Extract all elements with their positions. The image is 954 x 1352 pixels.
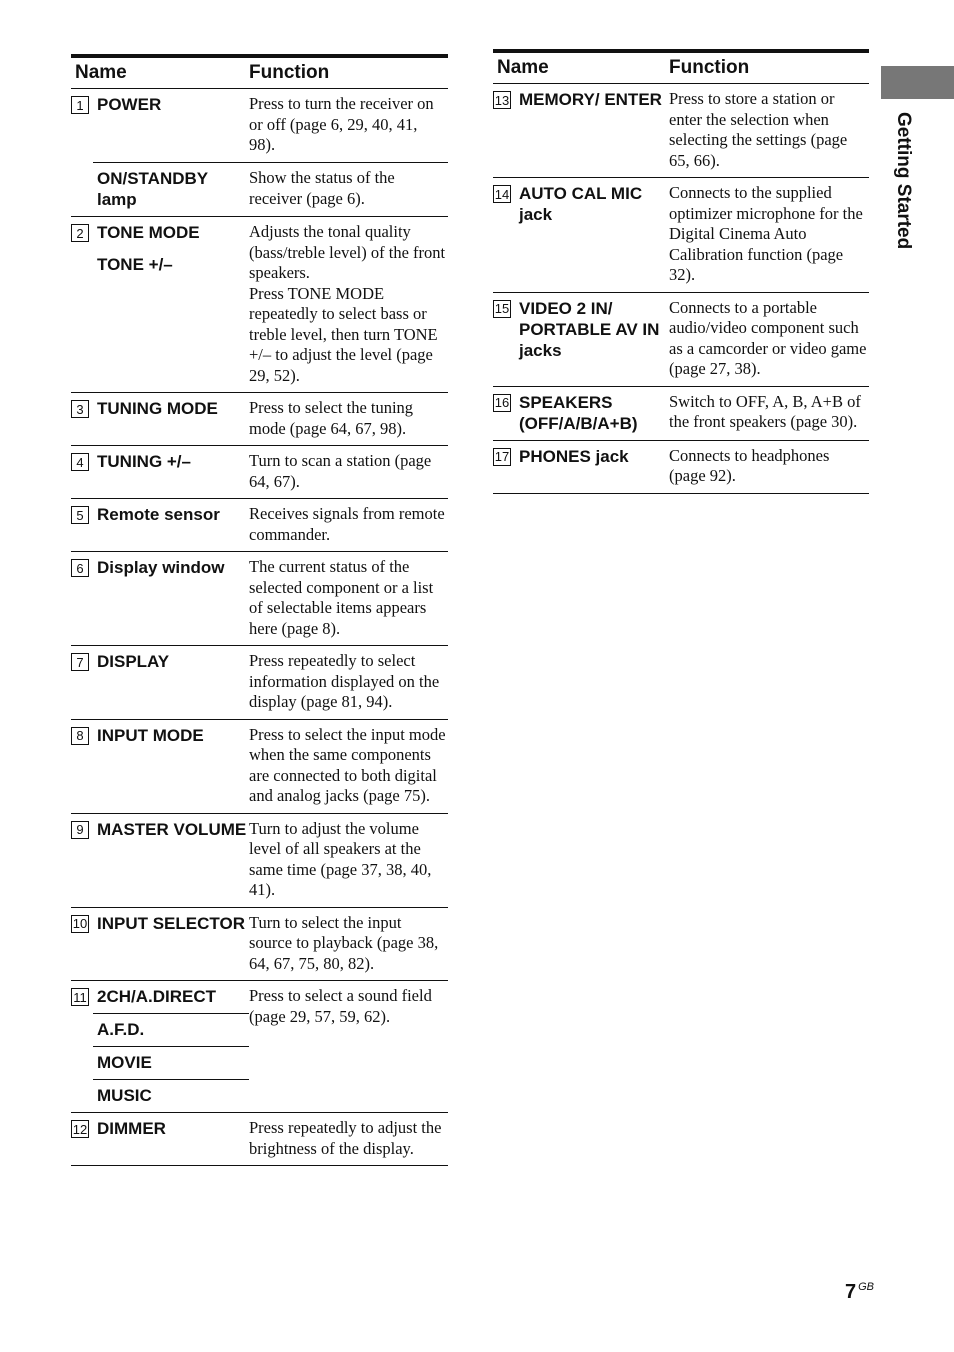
name-cell [71, 646, 249, 719]
table-row [71, 720, 448, 814]
function-cell [249, 814, 448, 907]
function-description: Turn to scan a station (page 64, 67). [249, 451, 432, 491]
item-number: 14 [494, 186, 510, 202]
item-number: 11 [71, 988, 89, 1006]
table-row [493, 441, 869, 494]
item-number: 16 [494, 395, 510, 410]
control-name: MEMORY/ ENTER [519, 90, 662, 109]
function-description: Press repeatedly to select information displayed on the display (page 81, 94). [249, 651, 440, 711]
item-number: 6 [71, 559, 89, 577]
control-name: ON/STANDBY lamp [97, 169, 208, 209]
item-number: 12 [72, 1121, 88, 1137]
name-column-header: Name [497, 57, 549, 78]
control-name: INPUT MODE [97, 725, 204, 745]
item-number: 13 [494, 92, 510, 108]
table-row [71, 89, 448, 217]
table-row [71, 393, 448, 446]
control-name: DISPLAY [97, 652, 170, 671]
function-cell [249, 89, 448, 216]
control-name: PHONES jack [519, 446, 629, 466]
control-name: MASTER VOLUME [97, 819, 247, 839]
function-cell [669, 293, 869, 386]
table-row [71, 908, 448, 982]
name-cell [71, 1113, 249, 1165]
function-description: The current status of the selected component or a list of selectable items appears here (page 8). [249, 557, 434, 638]
control-name: TUNING +/– [97, 452, 191, 471]
item-number: 7 [71, 653, 89, 671]
control-name: Display window [97, 558, 225, 577]
function-description: Turn to adjust the volume level of all speakers at the same time (page 37, 38, 40, 41). [249, 818, 432, 899]
name-cell [493, 441, 669, 493]
name-cell [71, 908, 249, 981]
name-cell [71, 446, 249, 498]
function-column-header: Function [669, 57, 750, 78]
name-cell [493, 387, 669, 440]
function-cell [669, 178, 869, 292]
left-table-header [71, 54, 448, 89]
right-table-header [493, 49, 869, 84]
function-cell [249, 720, 448, 813]
item-number: 3 [71, 400, 89, 418]
control-name: TUNING MODE [97, 399, 218, 418]
control-name: AUTO CAL MIC jack [519, 184, 643, 224]
function-description: Connects to headphones (page 92). [669, 445, 830, 485]
function-cell [249, 981, 448, 1112]
name-cell [71, 720, 249, 813]
left-table-body [71, 89, 448, 1166]
control-name: A.F.D. [97, 1020, 145, 1039]
right-table [493, 49, 869, 494]
name-cell [71, 499, 249, 551]
function-cell [249, 217, 448, 392]
name-cell [493, 293, 669, 386]
name-cell [493, 178, 669, 292]
name-cell [71, 217, 249, 392]
name-cell [493, 84, 669, 177]
table-row [71, 499, 448, 552]
function-cell [249, 499, 448, 551]
function-cell [249, 646, 448, 719]
control-name: DIMMER [97, 1119, 166, 1138]
section-tab-label: Getting Started [893, 112, 914, 250]
function-description: Receives signals from remote commander. [249, 504, 445, 544]
control-name: 2CH/A.DIRECT [97, 987, 217, 1006]
function-column-header: Function [249, 62, 330, 83]
table-row [71, 446, 448, 499]
control-name: TONE MODE [97, 223, 200, 242]
item-number: 2 [71, 224, 89, 242]
page-number-suffix: GB [858, 1281, 875, 1294]
page-number-value: 7 [845, 1281, 857, 1303]
name-cell [71, 393, 249, 445]
control-name: INPUT SELECTOR [97, 913, 245, 933]
name-cell [71, 89, 249, 216]
function-description: Press to turn the receiver on or off (page 6, 29, 40, 41, 98). [249, 94, 434, 154]
function-description: Adjusts the tonal quality (bass/treble level) of the front speakers. Press TONE MODE repeatedly to select bass or treble level, then turn TONE +/– to adjust the level (page 29, 52). [249, 222, 446, 385]
function-description: Connects to the supplied optimizer microphone for the Digital Cinema Auto Calibration function (page 32). [669, 183, 863, 284]
function-cell [249, 552, 448, 645]
function-cell [669, 84, 869, 177]
name-cell [71, 552, 249, 645]
item-number: 9 [71, 821, 89, 839]
table-row [493, 84, 869, 178]
control-name: POWER [97, 95, 162, 114]
function-description: Press to select the tuning mode (page 64, 67, 98). [249, 398, 414, 438]
function-cell [249, 393, 448, 445]
function-cell [249, 908, 448, 981]
function-description: Show the status of the receiver (page 6). [249, 162, 448, 215]
function-description: Turn to select the input source to playback (page 38, 64, 67, 75, 80, 82). [249, 912, 439, 973]
item-number: 4 [71, 453, 89, 471]
function-description: Switch to OFF, A, B, A+B of the front speakers (page 30). [669, 391, 861, 431]
item-number: 17 [494, 449, 510, 464]
table-row [493, 178, 869, 293]
section-tab-marker [881, 66, 954, 99]
table-row [71, 552, 448, 646]
control-name: TONE +/– [97, 255, 173, 274]
function-description: Press to select a sound field (page 29, 57, 59, 62). [249, 986, 432, 1026]
name-cell [71, 981, 249, 1112]
page-number [845, 1281, 874, 1304]
function-cell [669, 387, 869, 440]
control-name: MUSIC [97, 1086, 152, 1105]
table-row [493, 387, 869, 441]
item-number: 5 [71, 506, 89, 524]
item-number: 15 [494, 301, 510, 316]
control-name: Remote sensor [97, 505, 220, 524]
left-table [71, 54, 448, 1166]
table-row [493, 293, 869, 387]
control-name: MOVIE [97, 1053, 152, 1072]
function-description: Press repeatedly to adjust the brightness of the display. [249, 1118, 442, 1158]
function-cell [249, 446, 448, 498]
right-table-body [493, 84, 869, 494]
table-row [71, 217, 448, 393]
table-row [71, 646, 448, 720]
control-name: SPEAKERS (OFF/A/B/A+B) [519, 392, 638, 433]
table-row [71, 1113, 448, 1166]
name-column-header: Name [75, 62, 127, 83]
table-row [71, 814, 448, 908]
function-description: Press to store a station or enter the selection when selecting the settings (page 65, 66). [669, 89, 848, 170]
item-number: 8 [71, 727, 89, 745]
name-cell [71, 814, 249, 907]
control-name: VIDEO 2 IN/ PORTABLE AV IN jacks [519, 298, 660, 360]
table-row [71, 981, 448, 1113]
item-number: 1 [71, 96, 89, 114]
function-cell [249, 1113, 448, 1165]
item-number: 10 [72, 916, 88, 931]
function-cell [669, 441, 869, 493]
function-description: Press to select the input mode when the same components are connected to both digital and analog jacks (page 75). [249, 724, 446, 805]
function-description: Connects to a portable audio/video component such as a camcorder or video game (page 27, 38). [669, 297, 867, 378]
